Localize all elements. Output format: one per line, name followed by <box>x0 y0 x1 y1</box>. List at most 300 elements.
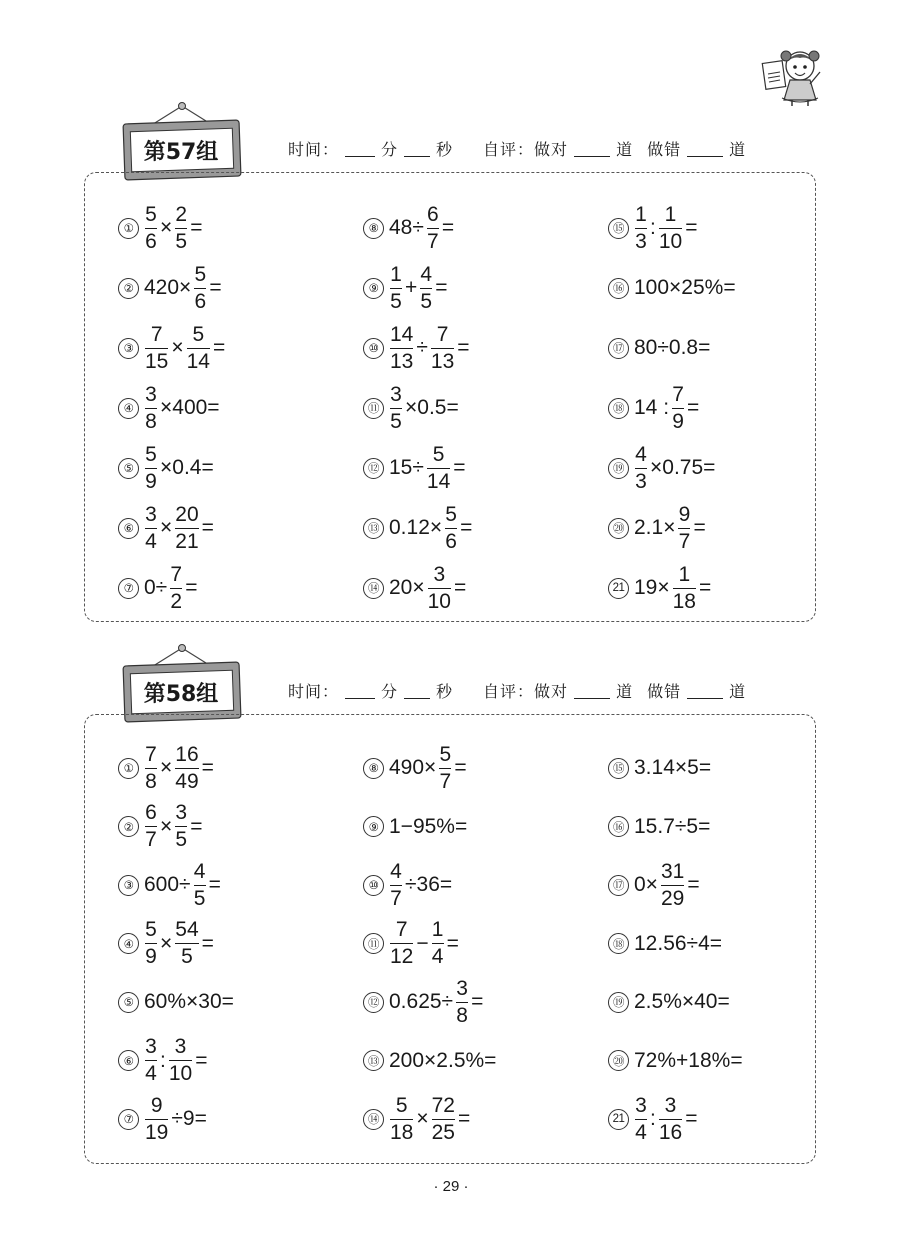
expression <box>633 443 716 494</box>
numerator: 1 <box>664 202 677 226</box>
numerator: 3 <box>174 1035 187 1058</box>
expression-text: 80÷0.8= <box>634 336 711 359</box>
expression <box>388 860 453 911</box>
numerator: 5 <box>194 262 207 286</box>
problem-item <box>363 558 608 618</box>
expression-text: × <box>160 814 173 838</box>
problem-number-circle: ⑦ <box>118 1109 139 1130</box>
problem-number-circle: ⑰ <box>608 338 629 359</box>
wrong-count-blank[interactable] <box>687 684 723 699</box>
expression-text: × <box>160 756 173 779</box>
problem-item <box>118 378 363 438</box>
problem-number-circle: ③ <box>118 338 139 359</box>
denominator: 6 <box>194 289 207 313</box>
denominator: 7 <box>145 828 157 851</box>
numerator: 2 <box>175 202 188 226</box>
expression-text: = <box>190 814 203 838</box>
numerator: 7 <box>672 382 684 406</box>
problem-number-circle: ⑤ <box>118 458 139 479</box>
expression-text: 3.14×5= <box>634 756 712 779</box>
denominator: 9 <box>145 469 157 493</box>
problem-item <box>608 498 808 558</box>
fraction-bar <box>145 408 157 409</box>
fraction <box>432 918 444 969</box>
expression-text: 12.56÷4= <box>634 931 723 955</box>
seconds-label: 秒 <box>436 682 454 701</box>
expression-text: ÷ <box>416 336 428 359</box>
denominator: 8 <box>145 409 157 433</box>
fraction <box>175 203 187 254</box>
expression-text: ×400= <box>160 396 220 419</box>
wrong-count-blank[interactable] <box>687 142 723 157</box>
problem-item <box>118 914 363 974</box>
expression-text: 600÷ <box>144 873 191 896</box>
time-and-self-evaluation <box>288 136 808 160</box>
expression-text: ÷36= <box>405 873 453 896</box>
group-title-sign <box>120 100 244 182</box>
fraction-bar <box>390 885 402 886</box>
expression <box>143 203 204 254</box>
wrong-unit-label: 道 <box>729 140 747 159</box>
problem-item <box>118 797 363 857</box>
fraction <box>194 860 206 911</box>
problem-item <box>608 438 808 498</box>
numerator: 5 <box>439 742 452 766</box>
denominator: 2 <box>170 589 183 613</box>
problem-number-circle: ⑪ <box>363 933 384 954</box>
problem-number-circle: ⑥ <box>118 518 139 539</box>
numerator: 5 <box>145 202 157 226</box>
problem-item <box>363 258 608 318</box>
denominator: 13 <box>430 349 455 373</box>
fraction <box>390 263 402 314</box>
numerator: 7 <box>150 322 163 346</box>
fraction <box>659 1094 682 1145</box>
correct-unit-label: 道 <box>616 682 634 701</box>
expression <box>143 263 223 314</box>
girl-mascot-illustration <box>760 42 836 108</box>
expression-text: = <box>687 873 700 896</box>
numerator: 7 <box>436 322 449 346</box>
expression-text: = <box>201 516 214 539</box>
minutes-label: 分 <box>381 140 399 159</box>
problem-number-circle: ⑰ <box>608 875 629 896</box>
seconds-blank[interactable] <box>404 142 430 157</box>
expression-text: = <box>453 576 467 599</box>
numerator: 4 <box>635 442 647 466</box>
problem-item <box>608 318 808 378</box>
expression-text: 0.625÷ <box>389 990 454 1013</box>
problem-item <box>118 1031 363 1091</box>
fraction <box>145 443 157 494</box>
expression <box>388 323 471 374</box>
fraction <box>145 383 157 434</box>
fraction-bar <box>673 588 696 589</box>
fraction <box>432 1094 455 1145</box>
denominator: 5 <box>390 409 402 433</box>
problem-item <box>608 1089 808 1149</box>
problem-item <box>118 972 363 1032</box>
time-label: 时间： <box>288 140 340 159</box>
numerator: 16 <box>175 742 199 766</box>
fraction <box>659 203 682 254</box>
fraction-bar <box>169 1060 192 1061</box>
fraction-bar <box>390 408 402 409</box>
fraction-bar <box>145 1119 168 1120</box>
numerator: 3 <box>433 562 446 586</box>
denominator: 8 <box>456 1003 468 1027</box>
numerator: 4 <box>420 262 433 286</box>
expression-text: = <box>185 576 198 599</box>
self-eval-correct-label: 自评：做对 <box>483 140 569 159</box>
problem-number-circle: ⑱ <box>608 933 629 954</box>
expression <box>633 503 707 554</box>
denominator: 7 <box>390 886 402 910</box>
problem-item <box>118 498 363 558</box>
expression-text: = <box>454 756 467 779</box>
numerator: 54 <box>175 918 199 941</box>
denominator: 5 <box>175 828 188 851</box>
fraction-bar <box>445 528 457 529</box>
expression-text: = <box>201 756 214 779</box>
problem-number-circle: 21 <box>608 578 629 599</box>
expression-text: = <box>441 216 455 239</box>
expression-text: ×0.75= <box>650 456 716 479</box>
expression-text: = <box>698 576 712 599</box>
fraction <box>175 801 187 852</box>
fraction-bar <box>659 1119 682 1120</box>
denominator: 7 <box>427 229 439 253</box>
numerator: 1 <box>635 202 647 226</box>
problem-number-circle: ⑧ <box>363 218 384 239</box>
expression <box>633 383 700 434</box>
problem-number-circle: ③ <box>118 875 139 896</box>
fraction-bar <box>428 588 451 589</box>
minutes-blank[interactable] <box>345 684 375 699</box>
fraction-bar <box>635 468 647 469</box>
numerator: 5 <box>395 1093 408 1117</box>
fraction-bar <box>390 943 413 944</box>
numerator: 6 <box>427 202 439 226</box>
fraction-bar <box>672 408 684 409</box>
problem-item <box>118 738 363 798</box>
problem-item <box>608 558 808 618</box>
expression-text: 200×2.5%= <box>389 1048 497 1072</box>
problem-number-circle: ② <box>118 816 139 837</box>
problem-grid <box>118 738 808 1148</box>
problem-item <box>608 378 808 438</box>
problem-number-circle: ⑦ <box>118 578 139 599</box>
expression-text: : <box>650 1107 656 1130</box>
fraction-bar <box>431 348 454 349</box>
fraction-bar <box>456 1002 468 1003</box>
expression-text: 0÷ <box>144 576 168 599</box>
fraction-bar <box>432 1119 455 1120</box>
problem-number-circle: ④ <box>118 398 139 419</box>
fraction <box>390 918 413 969</box>
fraction <box>420 263 432 314</box>
problem-item <box>608 738 808 798</box>
expression-text: 72%+18%= <box>634 1048 743 1072</box>
expression-text: 15÷ <box>389 456 424 479</box>
expression <box>388 1049 497 1073</box>
expression-text: = <box>687 396 700 419</box>
fraction <box>390 383 402 434</box>
problem-number-circle: ⑩ <box>363 338 384 359</box>
denominator: 4 <box>145 529 157 553</box>
problem-number-circle: ⑨ <box>363 816 384 837</box>
problem-item <box>608 258 808 318</box>
expression <box>388 977 484 1028</box>
numerator: 1 <box>678 562 691 586</box>
correct-unit-label: 道 <box>616 140 634 159</box>
problem-number-circle: ⑱ <box>608 398 629 419</box>
expression <box>633 815 711 839</box>
fraction-bar <box>432 943 444 944</box>
problem-item <box>118 438 363 498</box>
problem-number-circle: ⑮ <box>608 218 629 239</box>
expression-text: = <box>446 931 459 955</box>
fraction-bar <box>170 588 182 589</box>
fraction <box>673 563 696 614</box>
fraction-bar <box>439 768 451 769</box>
denominator: 7 <box>439 769 452 793</box>
problem-number-circle: ⑯ <box>608 278 629 299</box>
expression-text: = <box>460 516 473 539</box>
fraction <box>431 323 454 374</box>
expression <box>143 503 215 554</box>
numerator: 31 <box>660 859 685 883</box>
fraction <box>169 1035 192 1086</box>
numerator: 14 <box>390 322 414 346</box>
problem-number-circle: ① <box>118 218 139 239</box>
expression <box>388 203 455 254</box>
expression <box>388 743 468 794</box>
expression-text: 20× <box>389 576 425 599</box>
numerator: 3 <box>175 801 188 824</box>
expression-text: × <box>416 1107 429 1130</box>
problem-item <box>363 738 608 798</box>
expression <box>143 990 235 1014</box>
expression <box>143 443 215 494</box>
wrong-label: 做错 <box>647 140 682 159</box>
expression-text: ÷9= <box>171 1107 207 1130</box>
denominator: 10 <box>168 1062 193 1085</box>
expression-text: − <box>416 931 429 955</box>
denominator: 49 <box>175 769 199 793</box>
correct-count-blank[interactable] <box>574 684 610 699</box>
problem-number-circle: 21 <box>608 1109 629 1130</box>
numerator: 3 <box>390 382 402 406</box>
problem-number-circle: ⑥ <box>118 1050 139 1071</box>
seconds-blank[interactable] <box>404 684 430 699</box>
group-title-sign <box>120 642 244 724</box>
expression <box>388 563 467 614</box>
fraction-bar <box>390 288 402 289</box>
expression-text: ×0.5= <box>405 396 459 419</box>
numerator: 5 <box>432 442 445 466</box>
correct-count-blank[interactable] <box>574 142 610 157</box>
wrong-unit-label: 道 <box>729 682 747 701</box>
problem-item <box>118 855 363 915</box>
expression-text: 2.5%×40= <box>634 990 730 1013</box>
expression-text: × <box>160 516 173 539</box>
expression <box>388 503 473 554</box>
denominator: 5 <box>181 945 193 968</box>
problem-item <box>363 378 608 438</box>
denominator: 5 <box>420 289 433 313</box>
fraction-bar <box>175 826 187 827</box>
expression-text: 420× <box>144 276 192 299</box>
fraction <box>145 323 168 374</box>
problem-item <box>608 797 808 857</box>
fraction <box>175 918 198 969</box>
problem-number-circle: ⑲ <box>608 458 629 479</box>
numerator: 3 <box>145 502 157 526</box>
fraction-bar <box>659 228 682 229</box>
time-label: 时间： <box>288 682 340 701</box>
problem-item <box>363 438 608 498</box>
problem-item <box>118 258 363 318</box>
fraction-bar <box>175 228 187 229</box>
expression-text: = <box>208 873 221 896</box>
denominator: 7 <box>678 529 691 553</box>
expression-text: = <box>457 336 470 359</box>
expression <box>633 860 701 911</box>
expression-text: × <box>160 931 173 955</box>
problem-number-circle: ⑫ <box>363 992 384 1013</box>
fraction <box>145 743 157 794</box>
denominator: 19 <box>145 1120 169 1144</box>
expression <box>633 203 698 254</box>
numerator: 3 <box>145 1035 157 1058</box>
expression <box>633 990 731 1014</box>
denominator: 15 <box>145 349 169 373</box>
expression <box>143 1094 208 1145</box>
expression-text: = <box>212 336 226 359</box>
denominator: 5 <box>193 886 206 910</box>
fraction-bar <box>187 348 210 349</box>
denominator: 29 <box>660 886 685 910</box>
expression-text: = <box>209 276 222 299</box>
fraction <box>170 563 182 614</box>
denominator: 6 <box>145 229 157 253</box>
fraction <box>175 743 198 794</box>
expression <box>633 336 711 360</box>
denominator: 6 <box>445 529 457 553</box>
problem-grid <box>118 198 808 618</box>
expression-text: 490× <box>389 756 437 779</box>
fraction <box>175 503 198 554</box>
expression-text: = <box>195 1048 208 1072</box>
problem-item <box>363 498 608 558</box>
problem-number-circle: ⑭ <box>363 1109 384 1130</box>
numerator: 5 <box>145 442 157 466</box>
problem-item <box>608 198 808 258</box>
fraction <box>145 1094 168 1145</box>
expression-text: ×0.4= <box>160 456 214 479</box>
denominator: 10 <box>658 229 683 253</box>
numerator: 7 <box>170 562 183 586</box>
expression-text: 0× <box>634 873 658 896</box>
fraction <box>635 443 647 494</box>
expression <box>143 801 204 852</box>
numerator: 1 <box>431 918 444 941</box>
denominator: 5 <box>175 229 188 253</box>
fraction <box>635 203 647 254</box>
problem-item <box>363 797 608 857</box>
fraction-bar <box>635 1119 647 1120</box>
expression-text: 15.7÷5= <box>634 814 711 838</box>
minutes-blank[interactable] <box>345 142 375 157</box>
fraction <box>445 503 457 554</box>
numerator: 3 <box>664 1093 677 1117</box>
fraction-bar <box>427 228 439 229</box>
denominator: 14 <box>426 469 451 493</box>
fraction <box>187 323 210 374</box>
expression <box>143 563 198 614</box>
numerator: 3 <box>145 382 157 406</box>
expression-text: 0.12× <box>389 516 443 539</box>
expression <box>388 1094 471 1145</box>
fraction-bar <box>145 528 157 529</box>
numerator: 3 <box>456 976 468 1000</box>
fraction <box>635 1094 647 1145</box>
problem-number-circle: ⑭ <box>363 578 384 599</box>
group-title: 第58组 <box>143 681 219 707</box>
fraction <box>145 801 157 852</box>
problem-number-circle: ⑳ <box>608 1050 629 1071</box>
expression <box>388 383 460 434</box>
denominator: 18 <box>390 1120 414 1144</box>
fraction <box>427 203 439 254</box>
denominator: 4 <box>431 945 444 968</box>
denominator: 3 <box>635 229 647 253</box>
denominator: 9 <box>145 945 157 968</box>
numerator: 4 <box>193 859 206 883</box>
problem-number-circle: ⑫ <box>363 458 384 479</box>
fraction-bar <box>145 1060 157 1061</box>
group-title: 第57组 <box>143 139 219 165</box>
denominator: 21 <box>175 529 199 553</box>
numerator: 5 <box>192 322 205 346</box>
problem-number-circle: ⑯ <box>608 816 629 837</box>
numerator: 9 <box>150 1093 163 1117</box>
fraction <box>390 323 413 374</box>
fraction-bar <box>175 943 198 944</box>
fraction-bar <box>145 826 157 827</box>
problem-item <box>363 855 608 915</box>
problem-item <box>608 914 808 974</box>
denominator: 5 <box>390 289 402 313</box>
expression <box>388 443 467 494</box>
problem-item <box>608 1031 808 1091</box>
problem-item <box>363 914 608 974</box>
expression-text: = <box>453 456 466 479</box>
fraction <box>678 503 690 554</box>
minutes-label: 分 <box>381 682 399 701</box>
expression-text: 19× <box>634 576 670 599</box>
expression <box>633 1049 744 1073</box>
problem-number-circle: ⑳ <box>608 518 629 539</box>
expression <box>633 756 712 780</box>
problem-item <box>363 198 608 258</box>
fraction <box>194 263 206 314</box>
numerator: 9 <box>678 502 691 526</box>
page-number: · 29 · <box>433 1178 469 1195</box>
fraction <box>145 918 157 969</box>
problem-item <box>118 318 363 378</box>
